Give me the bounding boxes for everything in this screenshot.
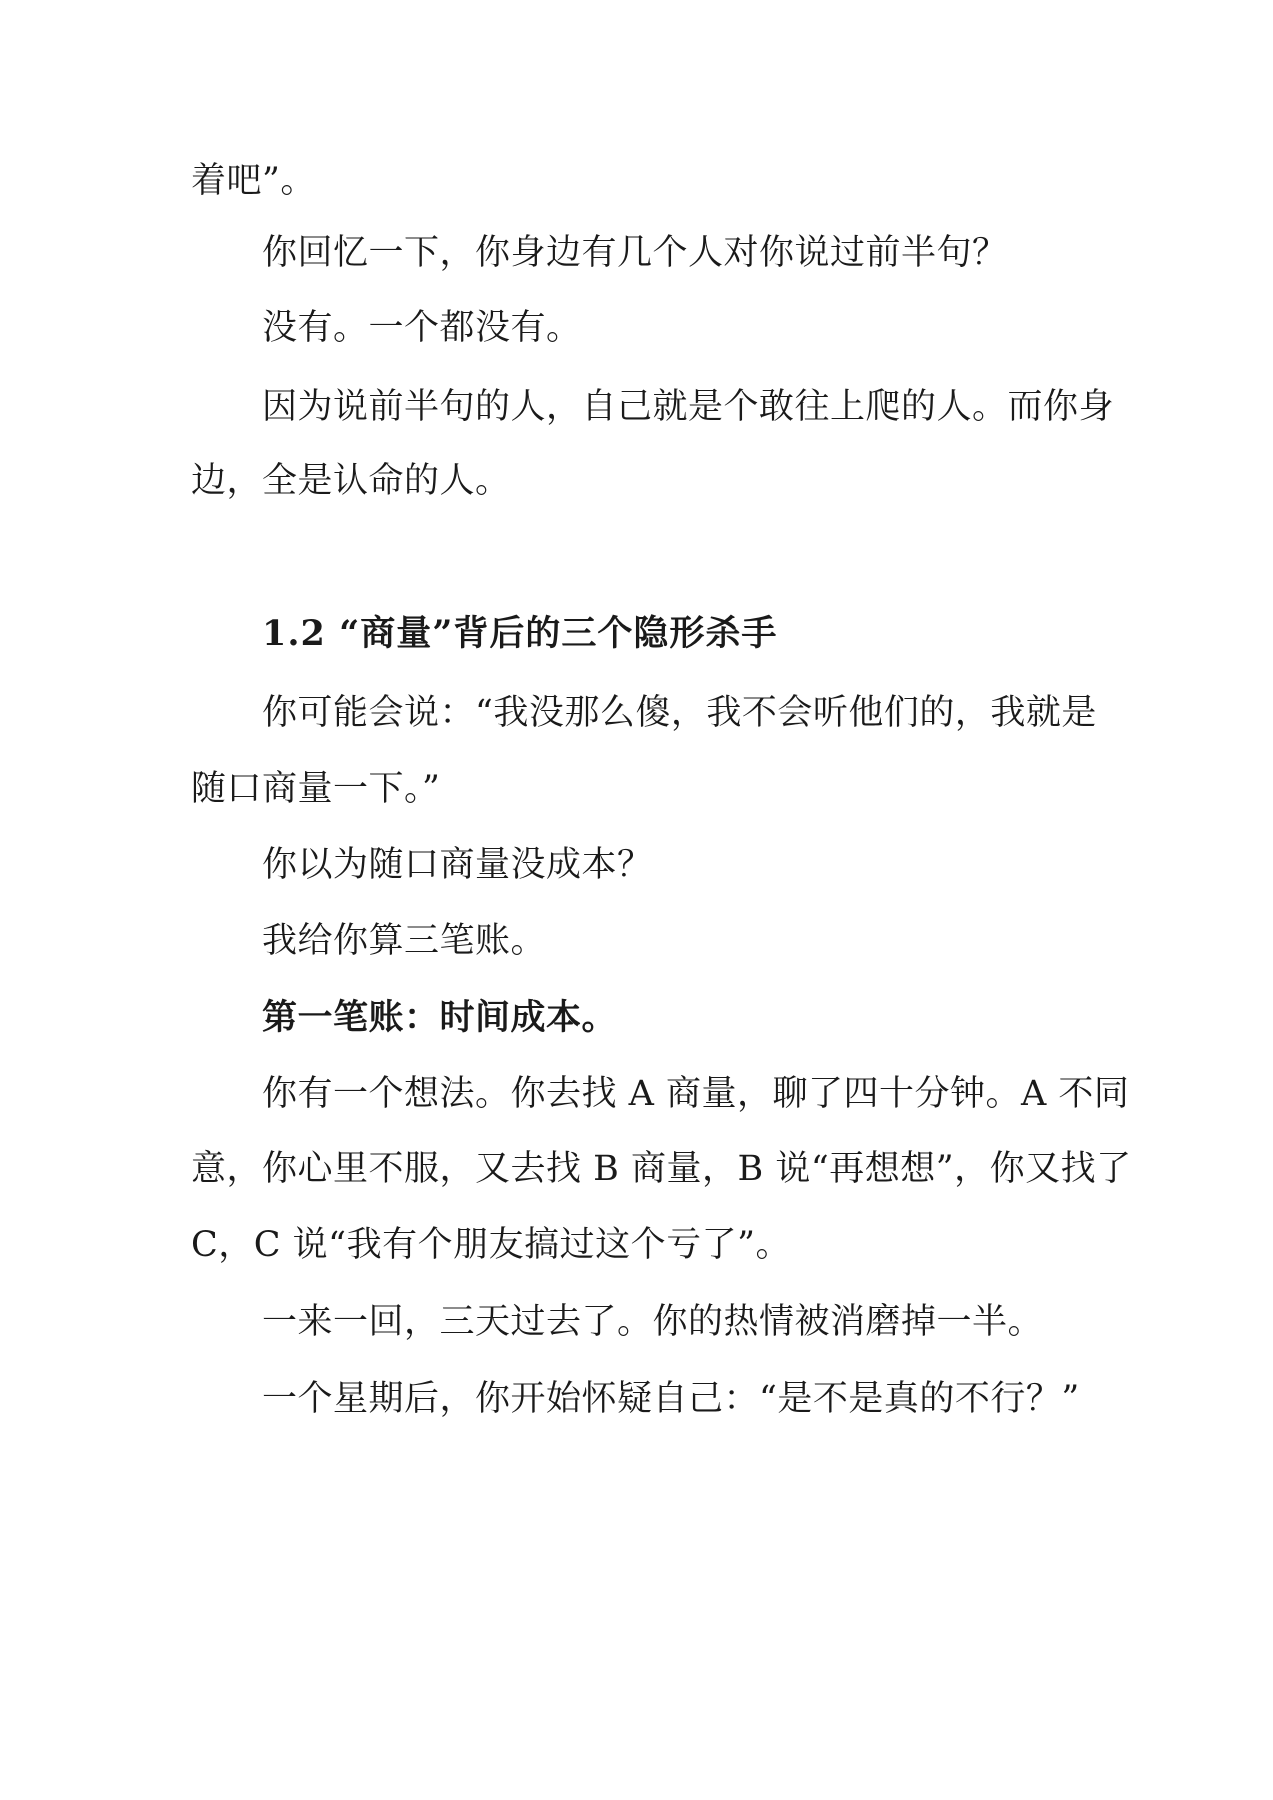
paragraph-line: 意，你心里不服，又去找 B 商量，B 说“再想想”，你又找了: [191, 1149, 1132, 1189]
bold-subheading: 第一笔账：时间成本。: [262, 997, 618, 1038]
paragraph-line: 因为说前半句的人，自己就是个敢往上爬的人。而你身: [262, 387, 1115, 427]
paragraph-line: 我给你算三笔账。: [262, 921, 547, 961]
paragraph-line: 一来一回，三天过去了。你的热情被消磨掉一半。: [262, 1302, 1044, 1342]
paragraph-line: 你可能会说：“我没那么傻，我不会听他们的，我就是: [262, 693, 1097, 733]
paragraph-line: 一个星期后，你开始怀疑自己：“是不是真的不行？”: [262, 1379, 1080, 1419]
paragraph-line: 边，全是认命的人。: [191, 461, 511, 501]
paragraph-line: 没有。一个都没有。: [262, 308, 582, 348]
paragraph-line: 着吧”。: [191, 161, 316, 201]
paragraph-line: 随口商量一下。”: [191, 769, 441, 809]
paragraph-line: 你以为随口商量没成本？: [262, 845, 653, 885]
paragraph-line: 你回忆一下，你身边有几个人对你说过前半句？: [262, 233, 1008, 273]
section-heading: 1.2 “商量”背后的三个隐形杀手: [262, 613, 778, 654]
paragraph-line: C，C 说“我有个朋友搞过这个亏了”。: [191, 1225, 791, 1265]
paragraph-line: 你有一个想法。你去找 A 商量，聊了四十分钟。A 不同: [262, 1074, 1130, 1114]
